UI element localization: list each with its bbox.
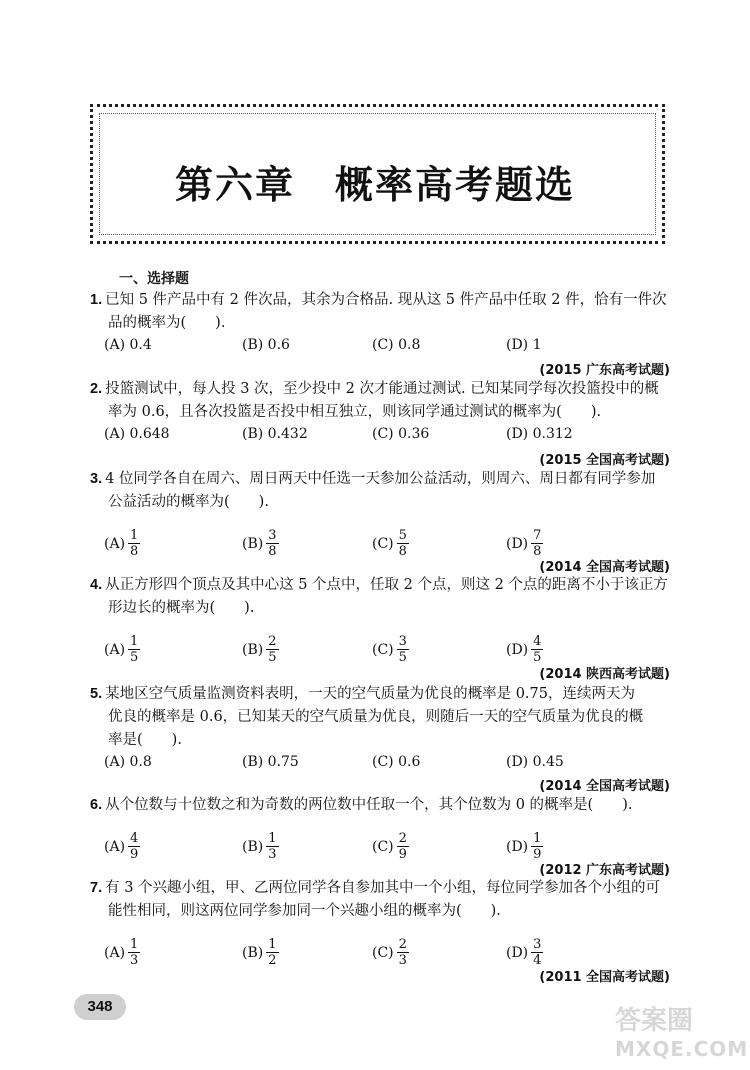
question-3 bbox=[90, 468, 680, 560]
question-number: 6. bbox=[90, 797, 103, 813]
option-d bbox=[506, 937, 543, 968]
question-number: 2. bbox=[90, 381, 103, 397]
question-line: 有 3 个兴趣小组，甲、乙两位同学各自参加其中一个小组，每位同学参加各个小组的可 bbox=[105, 880, 661, 896]
denominator: 5 bbox=[268, 650, 277, 665]
option-label: (C) bbox=[372, 641, 394, 658]
question-5 bbox=[90, 683, 680, 774]
denominator: 4 bbox=[533, 953, 542, 968]
denominator: 8 bbox=[268, 544, 277, 559]
question-line: 率是( ). bbox=[108, 732, 182, 748]
options-row bbox=[90, 337, 680, 357]
question-line: 从个位数与十位数之和为奇数的两位数中任取一个，其个位数为 0 的概率是( ). bbox=[105, 797, 633, 813]
fraction bbox=[397, 528, 409, 559]
question-text bbox=[90, 683, 680, 752]
denominator: 5 bbox=[398, 650, 407, 665]
numerator: 7 bbox=[533, 528, 542, 543]
option-label: (D) bbox=[506, 944, 529, 961]
option-c bbox=[372, 937, 409, 968]
option-label: (B) bbox=[242, 535, 264, 552]
question-number: 7. bbox=[90, 880, 103, 896]
option-label: (A) bbox=[104, 535, 126, 552]
denominator: 8 bbox=[130, 544, 139, 559]
numerator: 1 bbox=[130, 634, 139, 649]
question-7 bbox=[90, 877, 680, 969]
page-number: 348 bbox=[74, 994, 126, 1020]
option-a bbox=[104, 831, 140, 862]
denominator: 9 bbox=[533, 847, 542, 862]
fraction bbox=[397, 937, 409, 968]
question-4 bbox=[90, 574, 680, 666]
question-source: (2015 全国高考试题) bbox=[539, 453, 670, 468]
question-number: 1. bbox=[90, 292, 103, 308]
option-label: (C) bbox=[372, 838, 394, 855]
options-row bbox=[90, 925, 680, 969]
fraction bbox=[266, 937, 278, 968]
question-source: (2015 广东高考试题) bbox=[539, 363, 670, 378]
chapter-title: 第六章 概率高考题选 bbox=[174, 163, 575, 207]
watermark-url: MXQE.COM bbox=[615, 1037, 749, 1061]
numerator: 1 bbox=[533, 831, 542, 846]
question-number: 3. bbox=[90, 471, 103, 487]
option-label: (B) bbox=[242, 944, 264, 961]
option-d bbox=[506, 831, 543, 862]
option-label: (B) bbox=[242, 838, 264, 855]
option-d: (D) 1 bbox=[506, 337, 542, 353]
question-2 bbox=[90, 378, 680, 446]
numerator: 5 bbox=[398, 528, 407, 543]
option-label: (C) bbox=[372, 535, 394, 552]
option-a: (A) 0.648 bbox=[104, 426, 170, 442]
numerator: 2 bbox=[398, 831, 407, 846]
option-b bbox=[242, 634, 279, 665]
options-row bbox=[90, 819, 680, 863]
denominator: 5 bbox=[533, 650, 542, 665]
option-c: (C) 0.6 bbox=[372, 754, 421, 770]
numerator: 1 bbox=[268, 937, 277, 952]
options-row bbox=[90, 622, 680, 666]
options-row bbox=[90, 516, 680, 560]
question-text bbox=[90, 289, 680, 335]
fraction bbox=[128, 831, 140, 862]
option-label: (A) bbox=[104, 838, 126, 855]
fraction bbox=[397, 831, 409, 862]
denominator: 9 bbox=[130, 847, 139, 862]
option-b bbox=[242, 528, 279, 559]
option-label: (D) bbox=[506, 535, 529, 552]
watermark-logo-text: 答案圈 bbox=[615, 1006, 694, 1036]
fraction bbox=[531, 937, 543, 968]
numerator: 2 bbox=[268, 634, 277, 649]
fraction bbox=[266, 528, 278, 559]
question-number: 5. bbox=[90, 686, 103, 702]
option-b bbox=[242, 831, 279, 862]
numerator: 1 bbox=[268, 831, 277, 846]
option-c: (C) 0.36 bbox=[372, 426, 430, 442]
denominator: 3 bbox=[130, 953, 139, 968]
fraction bbox=[531, 528, 543, 559]
question-text bbox=[90, 877, 680, 923]
option-d bbox=[506, 634, 543, 665]
question-text bbox=[90, 794, 680, 817]
fraction bbox=[397, 634, 409, 665]
option-a: (A) 0.4 bbox=[104, 337, 152, 353]
fraction bbox=[531, 634, 543, 665]
question-line: 从正方形四个顶点及其中心这 5 个点中，任取 2 个点，则这 2 个点的距离不小于该正方 bbox=[105, 577, 668, 593]
question-line: 某地区空气质量监测资料表明，一天的空气质量为优良的概率是 0.75，连续两天为 bbox=[105, 686, 635, 702]
question-6 bbox=[90, 794, 680, 863]
option-c: (C) 0.8 bbox=[372, 337, 421, 353]
option-label: (B) bbox=[242, 641, 264, 658]
question-source: (2011 全国高考试题) bbox=[539, 970, 670, 985]
question-text bbox=[90, 468, 680, 514]
watermark bbox=[615, 1000, 749, 1065]
option-b: (B) 0.75 bbox=[242, 754, 299, 770]
question-line: 品的概率为( ). bbox=[108, 315, 226, 331]
options-row bbox=[90, 754, 680, 774]
denominator: 5 bbox=[130, 650, 139, 665]
option-a bbox=[104, 634, 140, 665]
question-line: 优良的概率是 0.6，已知某天的空气质量为优良，则随后一天的空气质量为优良的概 bbox=[108, 709, 644, 725]
option-a bbox=[104, 937, 140, 968]
question-line: 投篮测试中，每人投 3 次，至少投中 2 次才能通过测试. 已知某同学每次投篮投中的概 bbox=[105, 381, 659, 397]
question-source: (2012 广东高考试题) bbox=[539, 863, 670, 878]
fraction bbox=[128, 634, 140, 665]
question-source: (2014 全国高考试题) bbox=[539, 779, 670, 794]
question-source: (2014 全国高考试题) bbox=[539, 560, 670, 575]
numerator: 3 bbox=[268, 528, 277, 543]
fraction bbox=[266, 634, 278, 665]
option-b bbox=[242, 937, 279, 968]
question-1 bbox=[90, 289, 680, 357]
numerator: 2 bbox=[398, 937, 407, 952]
question-text bbox=[90, 574, 680, 620]
option-d: (D) 0.45 bbox=[506, 754, 564, 770]
option-c bbox=[372, 634, 409, 665]
option-d: (D) 0.312 bbox=[506, 426, 573, 442]
option-c bbox=[372, 831, 409, 862]
numerator: 4 bbox=[533, 634, 542, 649]
denominator: 8 bbox=[533, 544, 542, 559]
option-c bbox=[372, 528, 409, 559]
question-line: 公益活动的概率为( ). bbox=[108, 494, 269, 510]
denominator: 9 bbox=[398, 847, 407, 862]
fraction bbox=[128, 528, 140, 559]
numerator: 3 bbox=[533, 937, 542, 952]
option-b: (B) 0.6 bbox=[242, 337, 290, 353]
option-a bbox=[104, 528, 140, 559]
numerator: 4 bbox=[130, 831, 139, 846]
fraction bbox=[128, 937, 140, 968]
question-line: 率为 0.6，且各次投篮是否投中相互独立，则该同学通过测试的概率为( ). bbox=[108, 404, 602, 420]
numerator: 1 bbox=[130, 937, 139, 952]
denominator: 2 bbox=[268, 953, 277, 968]
option-label: (D) bbox=[506, 641, 529, 658]
question-source: (2014 陕西高考试题) bbox=[539, 667, 670, 682]
option-a: (A) 0.8 bbox=[104, 754, 152, 770]
option-label: (A) bbox=[104, 641, 126, 658]
section-heading: 一、选择题 bbox=[119, 271, 189, 287]
question-line: 已知 5 件产品中有 2 件次品，其余为合格品. 现从这 5 件产品中任取 2 件，恰有一件次 bbox=[105, 292, 667, 308]
denominator: 8 bbox=[398, 544, 407, 559]
option-label: (A) bbox=[104, 944, 126, 961]
option-label: (D) bbox=[506, 838, 529, 855]
numerator: 3 bbox=[398, 634, 407, 649]
question-line: 4 位同学各自在周六、周日两天中任选一天参加公益活动，则周六、周日都有同学参加 bbox=[105, 471, 656, 487]
options-row bbox=[90, 426, 680, 446]
numerator: 1 bbox=[130, 528, 139, 543]
fraction bbox=[266, 831, 278, 862]
denominator: 3 bbox=[398, 953, 407, 968]
option-d bbox=[506, 528, 543, 559]
question-line: 形边长的概率为( ). bbox=[108, 600, 255, 616]
question-number: 4. bbox=[90, 577, 103, 593]
question-text bbox=[90, 378, 680, 424]
option-label: (C) bbox=[372, 944, 394, 961]
option-b: (B) 0.432 bbox=[242, 426, 308, 442]
fraction bbox=[531, 831, 543, 862]
question-line: 能性相同，则这两位同学参加同一个兴趣小组的概率为( ). bbox=[108, 903, 501, 919]
denominator: 3 bbox=[268, 847, 277, 862]
